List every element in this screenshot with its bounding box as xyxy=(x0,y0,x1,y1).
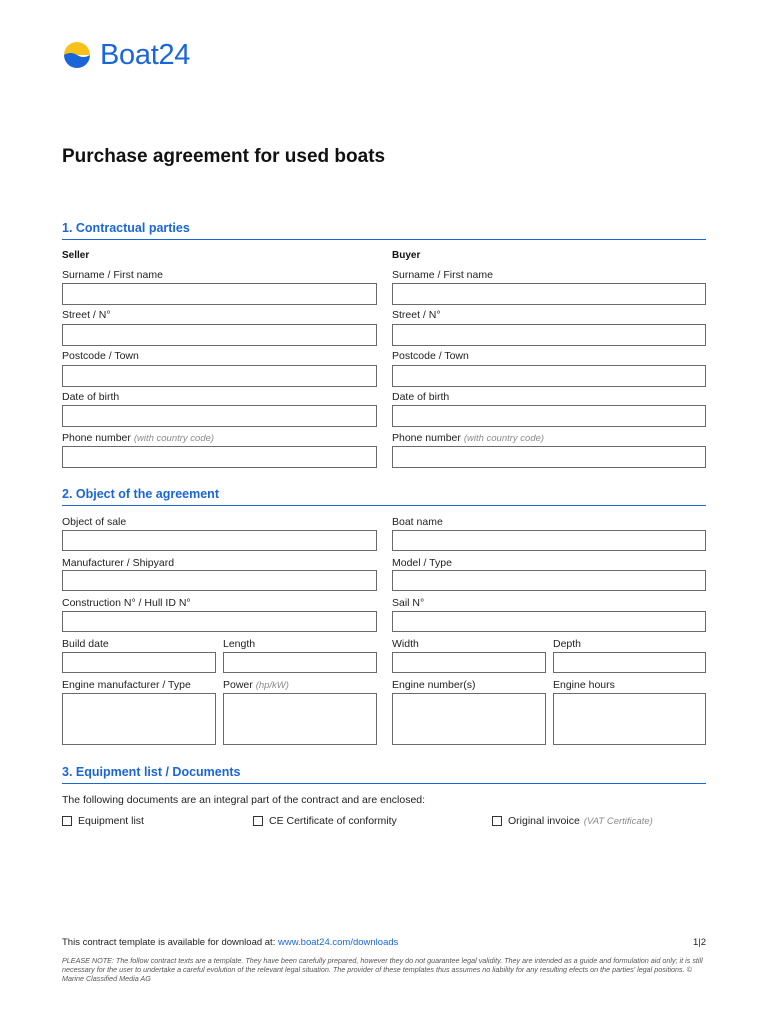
buyer-dob-label: Date of birth xyxy=(392,391,450,403)
boat24-logo-icon xyxy=(62,40,92,70)
width-field[interactable] xyxy=(392,652,546,673)
legal-note: PLEASE NOTE: The follow contract texts are a template. They have been carefully prepared, however they do not guarantee legal validity. They are intended as a guide and formulation aid only; it is still necessary for the user to undertake a careful evolution of the relevant legal situation. The provider of these templates thus assumes no liability for any resulting efects on the parties' legal positions. © Marine Classified Media AG xyxy=(62,956,703,983)
power-label: Power (hp/kW) xyxy=(223,679,289,691)
engine-number-label: Engine number(s) xyxy=(392,679,476,691)
seller-postcode-field[interactable] xyxy=(62,365,377,387)
logo-text: Boat24 xyxy=(100,39,191,71)
buyer-postcode-field[interactable] xyxy=(392,365,706,387)
construction-field[interactable] xyxy=(62,611,377,632)
depth-field[interactable] xyxy=(553,652,706,673)
checkbox-box[interactable] xyxy=(492,816,502,826)
seller-dob-label: Date of birth xyxy=(62,391,120,403)
engine-number-field[interactable] xyxy=(392,693,546,745)
length-field[interactable] xyxy=(223,652,377,673)
depth-label: Depth xyxy=(553,638,582,650)
checkbox-equipment-list[interactable] xyxy=(62,815,144,827)
seller-surname-field[interactable] xyxy=(62,283,377,305)
sail-field[interactable] xyxy=(392,611,706,632)
checkbox-box[interactable] xyxy=(62,816,72,826)
manufacturer-label: Manufacturer / Shipyard xyxy=(62,557,175,569)
buyer-surname-field[interactable] xyxy=(392,283,706,305)
seller-phone-field[interactable] xyxy=(62,446,377,468)
checkbox-ce-certificate[interactable] xyxy=(253,815,397,827)
buyer-street-label: Street / N° xyxy=(392,309,441,321)
model-field[interactable] xyxy=(392,570,706,591)
section-heading-object: 2. Object of the agreement xyxy=(62,487,706,506)
seller-dob-field[interactable] xyxy=(62,405,377,427)
checkbox-hint: (VAT Certificate) xyxy=(583,815,653,827)
section-heading-parties: 1. Contractual parties xyxy=(62,221,706,240)
checkbox-label: Equipment list xyxy=(78,815,144,827)
section-heading-documents: 3. Equipment list / Documents xyxy=(62,765,706,784)
seller-phone-label: Phone number (with country code) xyxy=(62,432,215,444)
build-date-field[interactable] xyxy=(62,652,216,673)
buyer-dob-field[interactable] xyxy=(392,405,706,427)
power-field[interactable] xyxy=(223,693,377,745)
buyer-postcode-label: Postcode / Town xyxy=(392,350,469,362)
engine-hours-field[interactable] xyxy=(553,693,706,745)
footer-download-text: This contract template is available for download at: xyxy=(62,937,276,948)
object-of-sale-field[interactable] xyxy=(62,530,377,551)
construction-label: Construction N° / Hull ID N° xyxy=(62,597,191,609)
buyer-phone-field[interactable] xyxy=(392,446,706,468)
checkbox-label: CE Certificate of conformity xyxy=(269,815,397,827)
build-date-label: Build date xyxy=(62,638,109,650)
seller-surname-label: Surname / First name xyxy=(62,269,163,281)
documents-intro: The following documents are an integral part of the contract and are enclosed: xyxy=(62,794,426,806)
model-label: Model / Type xyxy=(392,557,452,569)
buyer-heading: Buyer xyxy=(392,250,421,261)
seller-street-field[interactable] xyxy=(62,324,377,346)
sail-label: Sail N° xyxy=(392,597,425,609)
engine-manufacturer-field[interactable] xyxy=(62,693,216,745)
manufacturer-field[interactable] xyxy=(62,570,377,591)
seller-street-label: Street / N° xyxy=(62,309,111,321)
object-of-sale-label: Object of sale xyxy=(62,516,127,528)
checkbox-original-invoice[interactable] xyxy=(492,815,653,827)
length-label: Length xyxy=(223,638,256,650)
download-link[interactable]: www.boat24.com/downloads xyxy=(277,937,399,948)
boat-name-label: Boat name xyxy=(392,516,443,528)
engine-hours-label: Engine hours xyxy=(553,679,615,691)
brand-logo xyxy=(62,40,190,70)
width-label: Width xyxy=(392,638,419,650)
checkbox-box[interactable] xyxy=(253,816,263,826)
page-number: 1|2 xyxy=(692,937,706,948)
boat-name-field[interactable] xyxy=(392,530,706,551)
engine-manufacturer-label: Engine manufacturer / Type xyxy=(62,679,191,691)
buyer-surname-label: Surname / First name xyxy=(392,269,493,281)
checkbox-label: Original invoice xyxy=(508,815,580,827)
seller-postcode-label: Postcode / Town xyxy=(62,350,139,362)
seller-heading: Seller xyxy=(62,250,90,261)
buyer-street-field[interactable] xyxy=(392,324,706,346)
page-title: Purchase agreement for used boats xyxy=(62,146,386,167)
footer-download xyxy=(62,937,706,948)
buyer-phone-label: Phone number (with country code) xyxy=(392,432,545,444)
